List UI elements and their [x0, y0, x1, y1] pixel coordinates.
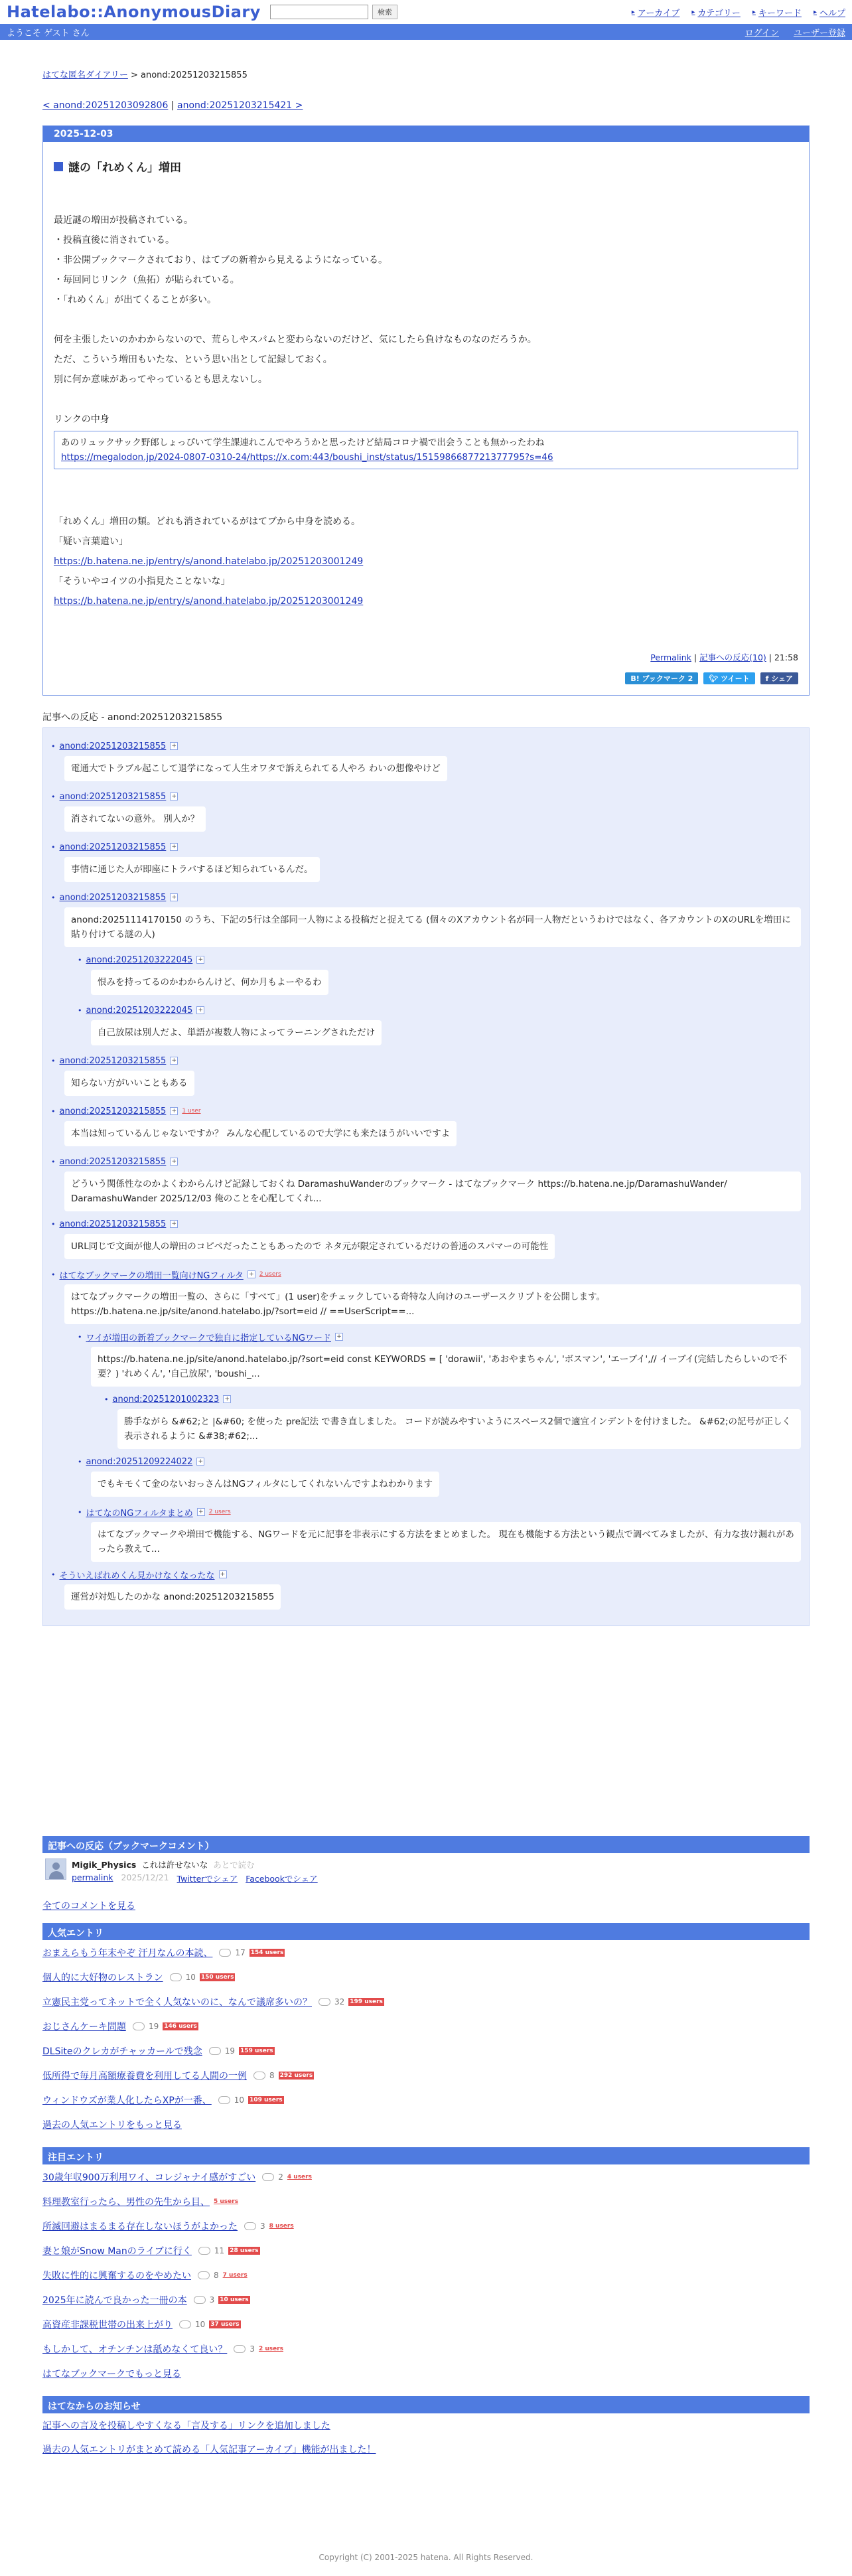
- permalink[interactable]: Permalink: [650, 652, 691, 662]
- entry-link[interactable]: 個人的に大好物のレストラン: [42, 1972, 163, 1983]
- comment-count: 3: [260, 2221, 265, 2231]
- reaction-item: [51, 1153, 801, 1211]
- body-line: 「疑い言葉遣い」: [54, 536, 128, 547]
- reaction-item: [51, 737, 801, 785]
- reaction-item: [78, 1453, 801, 1501]
- reaction-item: [78, 1002, 801, 1049]
- notable-entry: [42, 2336, 810, 2361]
- comment-count: 8: [269, 2070, 275, 2080]
- notable-entry: [42, 2263, 810, 2287]
- quote-text: あのリュックサック野郎しょっぴいて学生課連れこんでやろうかと思ったけど結局コロナ禍で出会うことも無かったわね: [61, 437, 545, 448]
- expand-icon[interactable]: +: [170, 793, 178, 800]
- reaction-text: 本当は知っているんじゃないですか？ みんな心配しているので大学にも来たほうがいいですよ: [64, 1121, 457, 1146]
- reaction-text: 恨みを持ってるのかわからんけど、何か月もよーやるわ: [91, 970, 328, 995]
- reaction-text: 知らない方がいいこともある: [64, 1071, 194, 1096]
- entry-title: [54, 158, 798, 175]
- nav-keyword-label: キーワード: [758, 8, 802, 19]
- reaction-item: [51, 1052, 801, 1100]
- share-label: シェア: [771, 674, 793, 683]
- breadcrumb: [42, 68, 810, 80]
- comment-count: 10: [234, 2095, 245, 2105]
- comment-count: 32: [334, 1997, 345, 2007]
- comment-bubble-icon: [218, 2096, 230, 2104]
- reaction-children: [78, 1328, 801, 1562]
- reaction-link[interactable]: anond:20251203215855: [59, 1106, 167, 1116]
- entry-link[interactable]: 2025年に読んで良かった一冊の本: [42, 2295, 187, 2306]
- expand-icon[interactable]: +: [335, 1333, 343, 1341]
- login-link[interactable]: ログイン: [745, 28, 779, 38]
- body-line: ・「れめくん」が出てくることが多い。: [54, 295, 216, 305]
- notable-entry: [42, 2312, 810, 2336]
- reaction-item: [78, 951, 801, 999]
- nav-category-label: カテゴリー: [697, 8, 741, 19]
- body-line: ただ、こういう増田もいたな、という思い出として記録しておく。: [54, 354, 332, 365]
- facebook-icon: f: [765, 674, 769, 683]
- comment-count: 3: [249, 2344, 255, 2354]
- title-square-icon: [54, 162, 63, 171]
- copyright: Copyright (C) 2001-2025 hatena. All Rights Reserved.: [319, 2553, 533, 2562]
- users-badge[interactable]: 150 users: [200, 1973, 234, 1981]
- twitter-bird-icon: 🐦︎: [709, 674, 719, 683]
- expand-icon[interactable]: +: [196, 1006, 204, 1014]
- reaction-link[interactable]: anond:20251203215855: [59, 741, 167, 751]
- reaction-tree: [42, 727, 810, 1626]
- body-line: 別に何か意味があってやっているとも思えないし。: [54, 374, 267, 385]
- comment-bubble-icon: [209, 2047, 221, 2055]
- expand-icon[interactable]: +: [223, 1395, 231, 1403]
- body-line: 最近謎の増田が投稿されている。: [54, 215, 193, 226]
- reaction-text: どういう関係性なのかよくわからんけど記録しておくね DaramashuWanderのブックマーク - はてなブックマーク https://b.hatena.ne.jp/DaramashuWander/ DaramashuWander 2025/12/03 俺のことを心配してくれ...: [64, 1172, 801, 1211]
- next-entry-link[interactable]: anond:20251203215421 >: [177, 100, 303, 111]
- users-badge[interactable]: 4 users: [287, 2173, 312, 2180]
- nav-help-label: ヘルプ: [819, 8, 845, 19]
- reaction-text: 事情に通じた人が即座にトラバするほど知られているんだ。: [64, 857, 320, 882]
- users-badge[interactable]: 2 users: [258, 2345, 284, 2352]
- body-line: 何を主張したいのかわからないので、荒らしやスパムと変わらないのだけど、気にしたら負けなものなのだろうか。: [54, 335, 537, 345]
- reaction-item: [78, 1328, 801, 1449]
- top-nav: [632, 6, 845, 19]
- users-badge[interactable]: 292 users: [279, 2072, 313, 2079]
- post-time: 21:58: [774, 652, 798, 662]
- users-badge[interactable]: 199 users: [350, 1998, 383, 2005]
- expand-icon[interactable]: +: [196, 956, 204, 964]
- body-line: ・非公開ブックマークされており、はてブの新着から見えるようになっている。: [54, 255, 388, 265]
- popular-entry: [42, 2087, 810, 2112]
- comment-count: 19: [149, 2021, 159, 2031]
- popular-entry: [42, 2038, 810, 2063]
- reaction-item: [51, 1102, 801, 1150]
- article: [42, 125, 810, 696]
- reaction-item: [51, 1266, 801, 1562]
- reaction-item: [51, 838, 801, 886]
- breadcrumb-current: anond:20251203215855: [141, 70, 248, 80]
- comment-tag[interactable]: あとで読む: [213, 1860, 255, 1870]
- reaction-text: 運営が対処したのかな anond:20251203215855: [64, 1584, 281, 1610]
- reaction-text: https://b.hatena.ne.jp/site/anond.hatelabo.jp/?sort=eid const KEYWORDS = [ 'dorawii', 'あおやまちゃん', 'ボスマン', 'エーブイ',// イーブイ(完結したらしいので不要？) 'れめくん', '自己放尿', 'boushi_...: [91, 1347, 801, 1387]
- body-line: 「そういやコイツの小指見たことないな」: [54, 576, 230, 587]
- more-notable-link[interactable]: はてなブックマークでもっと見る: [42, 2368, 182, 2380]
- bullet-icon: •: [51, 1157, 56, 1166]
- comment-bubble-icon: [262, 2173, 274, 2181]
- top-bar: [0, 0, 852, 24]
- bullet-icon: •: [51, 842, 56, 852]
- nav-keyword[interactable]: [752, 6, 802, 19]
- comment-bubble-icon: [170, 1973, 182, 1981]
- user-bar: [0, 24, 852, 40]
- reaction-item: [51, 788, 801, 836]
- comment-bubble-icon: [194, 2296, 206, 2304]
- users-badge[interactable]: 2 users: [208, 1509, 231, 1515]
- arrow-icon: ▸: [691, 8, 695, 16]
- article-date: 2025-12-03: [43, 126, 809, 142]
- reaction-item: [78, 1503, 801, 1562]
- nav-archive-label: アーカイブ: [637, 8, 680, 19]
- reaction-link[interactable]: anond:20251209224022: [86, 1456, 193, 1467]
- expand-icon[interactable]: +: [170, 1220, 178, 1228]
- entry-link[interactable]: 低所得で毎月高額療養費を利用してる人間の一例: [42, 2070, 247, 2082]
- notable-entry: [42, 2164, 810, 2189]
- popular-entry: [42, 2063, 810, 2087]
- notable-entry: [42, 2238, 810, 2263]
- comment-bubble-icon: [179, 2320, 191, 2328]
- reaction-link[interactable]: anond:20251203222045: [86, 954, 193, 965]
- share-buttons: [54, 672, 798, 684]
- reaction-link[interactable]: anond:20251203215855: [59, 791, 167, 802]
- users-badge[interactable]: 37 users: [210, 2320, 240, 2328]
- comment-bubble-icon: [319, 1998, 330, 2006]
- expand-icon[interactable]: +: [170, 893, 178, 901]
- users-badge[interactable]: 159 users: [240, 2047, 273, 2054]
- notice-link[interactable]: 過去の人気エントリがまとめて読める「人気記事アーカイブ」機能が出ました！: [42, 2445, 376, 2455]
- bullet-icon: •: [51, 893, 56, 902]
- hatena-bookmark-button[interactable]: B! ブックマーク 2: [625, 672, 698, 684]
- body-line: ・投稿直後に消されている。: [54, 235, 175, 246]
- reaction-link[interactable]: anond:20251203215855: [59, 1219, 167, 1229]
- reaction-text: anond:20251114170150 のうち、下記の5行は全部同一人物による投稿だと捉えてる (個々のXアカウント名が同一人物だというわけではなく、各アカウントのXのURLを増田に貼り付けてる謎の人): [64, 907, 801, 947]
- tweet-label: ツイート: [721, 674, 750, 683]
- comment-count: 2: [278, 2172, 283, 2182]
- comment-count: 17: [235, 1947, 246, 1957]
- popular-entry: [42, 1989, 810, 2014]
- expand-icon[interactable]: +: [170, 1107, 178, 1115]
- reaction-link[interactable]: はてなのNGフィルタまとめ: [86, 1508, 193, 1519]
- reaction-link[interactable]: anond:20251201002323: [112, 1394, 220, 1404]
- entry-link[interactable]: DLSiteのクレカがチャッカールで残念: [42, 2046, 202, 2057]
- reaction-text: 勝手ながら &#62;と |&#60; を使った pre記法 で書き直しました。 コードが読みやすいようにスペース2個で適宜インデントを付けました。 &#62;の記号が正しく表示されるように &#38;#62;...: [117, 1409, 801, 1449]
- link-heading: リンクの中身: [54, 414, 109, 425]
- entry-link[interactable]: ウィンドウズが業人化したらXPが一番、: [42, 2095, 212, 2106]
- expand-icon[interactable]: +: [170, 1057, 178, 1065]
- popular-list: [42, 1940, 810, 2137]
- search-button[interactable]: 検索: [372, 5, 397, 19]
- register-link[interactable]: ユーザー登録: [793, 28, 845, 38]
- arrow-icon: ▸: [752, 8, 756, 16]
- users-badge[interactable]: 109 users: [249, 2096, 283, 2103]
- users-badge[interactable]: 2 users: [259, 1271, 281, 1278]
- article-body: [43, 142, 809, 695]
- comment-bubble-icon: [198, 2247, 210, 2255]
- popular-heading: 人気エントリ: [42, 1923, 810, 1940]
- tweet-button[interactable]: [703, 672, 754, 684]
- all-comments-link[interactable]: 全てのコメントを見る: [42, 1901, 135, 1912]
- comment-bubble-icon: [133, 2022, 145, 2030]
- users-badge[interactable]: 7 users: [222, 2271, 248, 2279]
- breadcrumb-home[interactable]: はてな匿名ダイアリー: [42, 70, 128, 80]
- notable-entry: [42, 2214, 810, 2238]
- reaction-children: [104, 1391, 801, 1449]
- reaction-link[interactable]: anond:20251203215855: [59, 1156, 167, 1167]
- reaction-link[interactable]: anond:20251203215855: [59, 1055, 167, 1066]
- entry-pager: [42, 100, 810, 111]
- reaction-text: 電通大でトラブル起こして退学になって人生オワタで訴えられてる人やろ わいの想像やけど: [64, 756, 447, 781]
- expand-icon[interactable]: +: [197, 1508, 205, 1516]
- users-badge[interactable]: 28 users: [230, 2247, 259, 2254]
- expand-icon[interactable]: +: [219, 1570, 227, 1578]
- bullet-icon: •: [51, 1270, 56, 1279]
- arrow-icon: ▸: [813, 8, 817, 16]
- reaction-text: はてなブックマークの増田一覧の、さらに「すべて」(1 user)をチェックしている奇特な人向けのユーザースクリプトを公開します。 https://b.hatena.ne.jp/site/anond.hatelabo.jp/?sort=eid // ==UserScript==...: [64, 1284, 801, 1324]
- facebook-share-button[interactable]: [760, 672, 798, 684]
- reaction-item: [51, 889, 801, 1049]
- comment-count: 8: [214, 2270, 219, 2280]
- entry-title-text: 謎の「れめくん」増田: [68, 161, 181, 175]
- nav-help[interactable]: [814, 6, 845, 19]
- bullet-icon: •: [78, 1507, 82, 1517]
- reaction-text: URL同じで文面が他人の増田のコピペだったこともあったので ネタ元が限定されているだけの普通のスパマーの可能性: [64, 1234, 555, 1259]
- body-line: ・毎回同じリンク（魚拓）が貼られている。: [54, 275, 240, 285]
- breadcrumb-sep: >: [127, 70, 141, 80]
- expand-icon[interactable]: +: [170, 742, 178, 750]
- nav-category[interactable]: [691, 6, 741, 19]
- reactions-count-link[interactable]: 記事への反応(10): [699, 652, 766, 662]
- comment-twitter-share[interactable]: Twitterでシェア: [177, 1874, 238, 1884]
- bullet-icon: •: [78, 1457, 82, 1466]
- comment-bubble-icon: [219, 1949, 231, 1957]
- bullet-icon: •: [78, 1332, 82, 1341]
- more-popular-link[interactable]: 過去の人気エントリをもっと見る: [42, 2119, 182, 2131]
- search-input[interactable]: [270, 5, 368, 19]
- entry-link[interactable]: おまえらもう年末やぞ 汗月なんの本読、: [42, 1947, 213, 1959]
- comment-count: 10: [195, 2319, 206, 2329]
- bullet-icon: •: [78, 1006, 82, 1015]
- entry-link[interactable]: おじさんケーキ問題: [42, 2021, 126, 2032]
- comment-count: 3: [209, 2295, 215, 2305]
- notable-entry: [42, 2287, 810, 2312]
- reaction-text: 自己放尿は別人だよ、単語が複数人物によってラーニングされただけ: [91, 1020, 382, 1045]
- users-badge[interactable]: 146 users: [164, 2022, 197, 2030]
- bookmark-comment: [42, 1853, 810, 1890]
- entry-link[interactable]: もしかして、オチンチンは舐めなくて良い？: [42, 2344, 228, 2355]
- article-meta: Permalink | 記事への反応(10) | 21:58: [650, 652, 798, 662]
- reaction-link[interactable]: anond:20251203215855: [59, 842, 167, 852]
- reaction-item: [104, 1391, 801, 1449]
- comment-bubble-icon: [198, 2271, 210, 2279]
- quote-box: [54, 431, 798, 469]
- notable-list: [42, 2164, 810, 2386]
- reaction-item: [51, 1215, 801, 1263]
- body-link[interactable]: https://b.hatena.ne.jp/entry/s/anond.hatelabo.jp/20251203001249: [54, 556, 364, 567]
- bullet-icon: •: [51, 1056, 56, 1065]
- notice-link[interactable]: 記事への言及を投稿しやすくなる「言及する」リンクを追加しました: [42, 2421, 330, 2431]
- bullet-icon: •: [51, 792, 56, 801]
- bullet-icon: •: [51, 741, 56, 751]
- comment-permalink[interactable]: permalink: [72, 1872, 113, 1882]
- users-badge[interactable]: 154 users: [250, 1949, 284, 1956]
- entry-link[interactable]: 妻と娘がSnow Manのライブに行く: [42, 2245, 192, 2257]
- popular-entry: [42, 1965, 810, 1989]
- reaction-link[interactable]: anond:20251203215855: [59, 892, 167, 903]
- reactions-heading: 記事への反応 - anond:20251203215855: [42, 712, 223, 723]
- reaction-link[interactable]: anond:20251203222045: [86, 1005, 193, 1016]
- bullet-icon: •: [104, 1395, 109, 1404]
- popular-entry: [42, 1940, 810, 1965]
- comment-user[interactable]: Migik_Physics: [72, 1860, 137, 1870]
- comment-bubble-icon: [253, 2072, 265, 2080]
- users-badge[interactable]: 10 users: [220, 2296, 249, 2303]
- comment-count: 10: [185, 1972, 196, 1982]
- bullet-icon: •: [51, 1106, 56, 1116]
- bullet-icon: •: [51, 1219, 56, 1229]
- prev-entry-link[interactable]: < anond:20251203092806: [42, 100, 169, 111]
- nav-archive[interactable]: [632, 6, 680, 19]
- comment-count: 11: [214, 2245, 225, 2255]
- expand-icon[interactable]: +: [248, 1270, 255, 1278]
- users-badge[interactable]: 8 users: [269, 2222, 294, 2230]
- reaction-link[interactable]: そういえばれめくん見かけなくなったな: [59, 1570, 215, 1581]
- comment-bubble-icon: [234, 2345, 246, 2353]
- comment-facebook-share[interactable]: Facebookでシェア: [246, 1874, 318, 1884]
- reaction-text: はてなブックマークや増田で機能する、NGワードを元に記事を非表示にする方法をまとめました。 現在も機能する方法という観点で調べてみましたが、有力な抜け漏れがあったら教えて...: [91, 1522, 801, 1562]
- reaction-link[interactable]: ワイが増田の新着ブックマークで独自に指定しているNGワード: [86, 1333, 331, 1343]
- comment-date: 2025/12/21: [121, 1872, 169, 1882]
- notable-entry: [42, 2189, 810, 2214]
- site-logo[interactable]: Hatelabo::AnonymousDiary: [7, 3, 261, 21]
- quote-link[interactable]: https://megalodon.jp/2024-0807-0310-24/https://x.com:443/boushi_inst/status/1515986687721377795?s=46: [61, 452, 553, 463]
- main-content: [42, 68, 810, 2461]
- entry-link[interactable]: 失敗に性的に興奮するのをやめたい: [42, 2270, 191, 2281]
- reaction-text: 消されてないの意外。 別人か？: [64, 806, 206, 832]
- reaction-link[interactable]: はてなブックマークの増田一覧向けNGフィルタ: [59, 1270, 244, 1281]
- reaction-text: でもキモくて金のないおっさんはNGフィルタにしてくれないんですよねわかります: [91, 1472, 439, 1497]
- bullet-icon: •: [78, 955, 82, 964]
- entry-link[interactable]: 所滅回避はまるまる存在しないほうがよかった: [42, 2221, 238, 2232]
- arrow-icon: ▸: [631, 8, 635, 16]
- avatar[interactable]: [45, 1858, 66, 1880]
- pager-sep: |: [168, 100, 178, 111]
- comment-text: これは許せないな: [141, 1860, 208, 1870]
- notable-heading: 注目エントリ: [42, 2147, 810, 2164]
- comment-bubble-icon: [244, 2222, 256, 2230]
- entry-link[interactable]: 高資産非課税世帯の出来上がり: [42, 2319, 173, 2330]
- notice-heading: はてなからのお知らせ: [42, 2396, 810, 2413]
- reaction-item: [51, 1566, 801, 1614]
- entry-link[interactable]: 30歳年収900万利用ワイ、コレジャナイ感がすごい: [42, 2172, 256, 2183]
- users-badge[interactable]: 5 users: [214, 2198, 239, 2205]
- expand-icon[interactable]: +: [196, 1458, 204, 1466]
- comment-count: 19: [224, 2046, 236, 2056]
- expand-icon[interactable]: +: [170, 1158, 178, 1166]
- entry-link[interactable]: 立憲民主党ってネットで全く人気ないのに、なんで議席多いの？: [42, 1997, 312, 2008]
- reaction-children: [78, 951, 801, 1049]
- entry-link[interactable]: 料理教室行ったら、男性の先生から目、: [42, 2196, 210, 2208]
- popular-entry: [42, 2014, 810, 2038]
- body-line: 「れめくん」増田の類。どれも消されているがはてブから中身を読める。: [54, 516, 360, 527]
- welcome-text: ようこそ ゲスト さん: [7, 28, 90, 38]
- bullet-icon: •: [51, 1570, 56, 1579]
- bookmark-comments-heading: 記事への反応（ブックマークコメント）: [42, 1836, 810, 1853]
- body-link[interactable]: https://b.hatena.ne.jp/entry/s/anond.hatelabo.jp/20251203001249: [54, 596, 364, 607]
- expand-icon[interactable]: +: [170, 843, 178, 851]
- users-badge[interactable]: 1 user: [182, 1108, 201, 1114]
